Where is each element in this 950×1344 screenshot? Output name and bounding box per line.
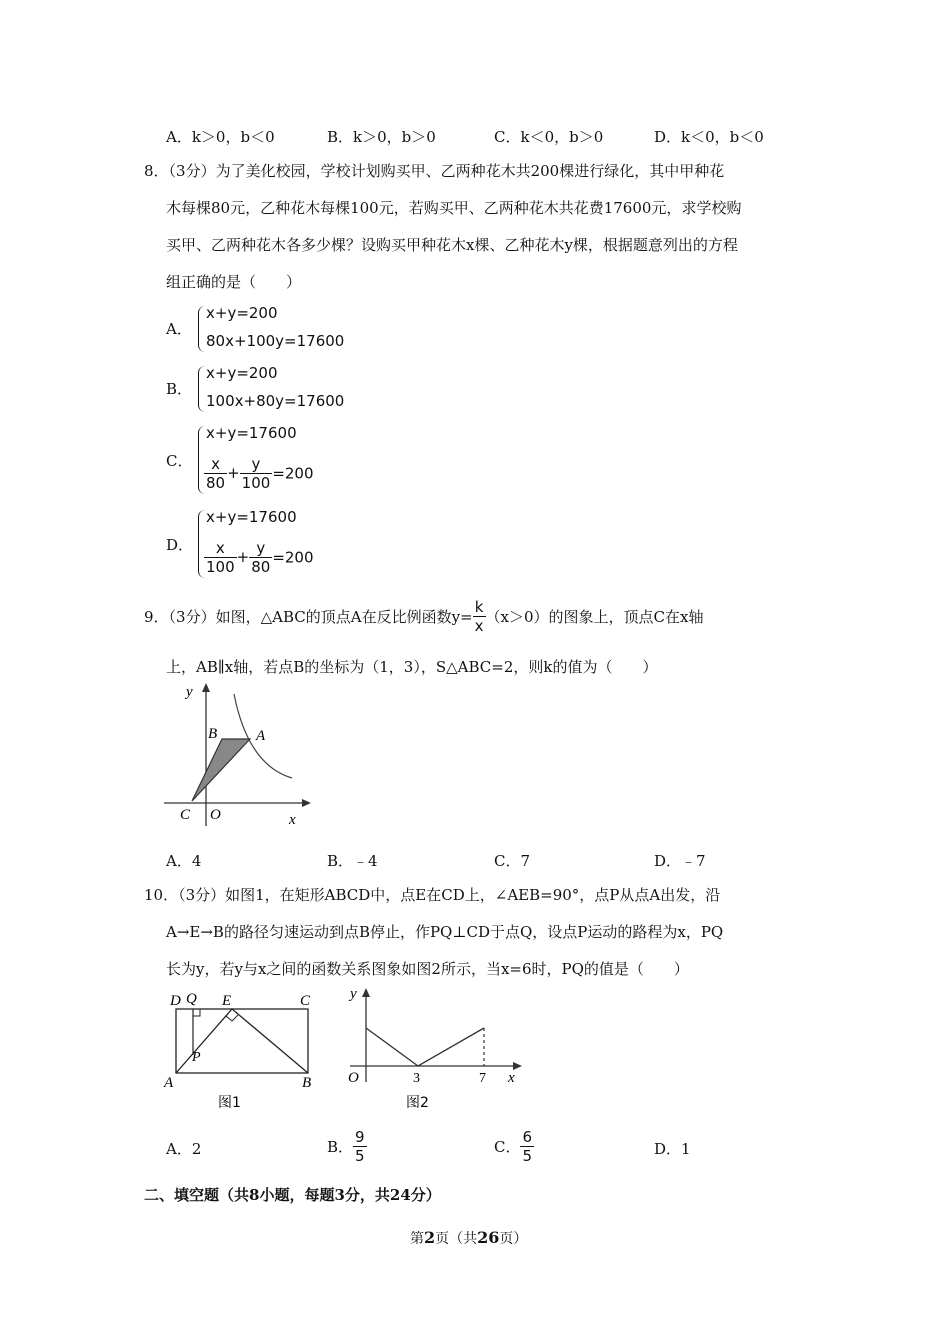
q10-right-angle-q [193,1009,200,1016]
q7-option-b: B．k＞0，b＞0 [327,128,436,146]
q8-option-d-eq1: x+y=17600 [206,508,297,526]
footer-page-number: 2 [424,1228,436,1247]
q8-option-d-label: D． [166,536,194,554]
q9-label-y: y [186,684,193,700]
q9-option-a: A．4 [166,852,202,870]
q8-option-c-label: C． [166,452,193,470]
q8-c-frac-2: $\frac{y}{100}$ [241,455,271,492]
q8-c-frac-1: $\frac{x}{80}$ [206,455,226,492]
q10-fig2-label-o: O [348,1070,359,1086]
q10-stem-line-2: A→E→B的路径匀速运动到点B停止，作PQ⊥CD于点Q，设点P运动的路程为x，PQ [166,923,724,941]
page-footer: 第2页（共26页） [410,1228,528,1247]
q10-label-e: E [222,993,232,1009]
q8-option-a-eq1: x+y=200 [206,304,278,322]
q9-option-b: B．﹣4 [327,852,378,870]
q8-stem-line-1: 8．（3分）为了美化校园，学校计划购买甲、乙两种花木共200棵进行绿化，其中甲种花 [144,162,725,180]
q10-label-q: Q [186,991,197,1007]
q10-option-b: B． $\frac{9}{5}$ [327,1128,365,1165]
q10-fig2-x-arrow [513,1062,522,1070]
q9-label-b: B [208,726,218,742]
q9-label-a: A [256,728,266,744]
q8-option-b-label: B． [166,380,193,398]
q8-stem-line-3: 买甲、乙两种花木各多少棵？设购买甲种花木x棵、乙种花木y棵，根据题意列出的方程 [166,236,738,254]
q8-option-a-brace [198,306,205,352]
q8-stem-line-4: 组正确的是（ ） [166,273,302,291]
q10-fig2-tick-7: 7 [479,1071,486,1086]
q10-figure-2 [340,982,530,1114]
q10-label-d: D [170,993,181,1009]
q9-frac-k-over-x: $\frac{k}{x}$ [474,598,484,635]
q8-option-b-eq1: x+y=200 [206,364,278,382]
q10-label-p: P [192,1050,201,1065]
footer-total-pages: 26 [477,1228,500,1247]
q10-c-frac: $\frac{6}{5}$ [522,1128,533,1165]
q10-stem-line-1: 10．（3分）如图1，在矩形ABCD中，点E在CD上，∠AEB=90°，点P从点A出发，沿 [144,886,721,904]
q9-option-c: C．7 [494,852,531,870]
q7-option-c: C．k＜0，b＞0 [494,128,604,146]
q10-fig2-tick-3: 3 [413,1071,420,1086]
q10-stem-line-3: 长为y，若y与x之间的函数关系图象如图2所示，当x=6时，PQ的值是（ ） [166,960,689,978]
q10-right-angle-e [226,1015,238,1021]
q8-option-b-brace [198,366,205,412]
q10-option-c: C． $\frac{6}{5}$ [494,1128,533,1165]
q10-b-frac: $\frac{9}{5}$ [355,1128,365,1165]
q9-stem-line-1: 9．（3分）如图，△ABC的顶点A在反比例函数y= $\frac{k}{x}$ （x＞0）的图象上，顶点C在x轴 [144,598,704,635]
q10-fig2-y-arrow [362,988,370,997]
q10-label-a: A [164,1075,174,1091]
q9-stem-line-2: 上，AB∥x轴，若点B的坐标为（1，3），S△ABC=2，则k的值为（ ） [166,658,658,676]
q8-option-c-eq1: x+y=17600 [206,424,297,442]
q9-y-arrow [202,683,210,692]
q10-figure-1 [162,985,322,1115]
q7-option-d: D．k＜0，b＜0 [654,128,764,146]
q9-option-d: D．﹣7 [654,852,706,870]
q10-option-a: A．2 [166,1140,202,1158]
q9-label-o: O [210,807,221,823]
q10-label-b: B [302,1075,312,1091]
q8-d-frac-2: $\frac{y}{80}$ [251,539,271,576]
q8-option-a-eq2: 80x+100y=17600 [206,332,345,350]
q10-fig2-label-y: y [350,986,357,1002]
q7-option-a: A．k＞0，b＜0 [166,128,275,146]
q8-d-frac-1: $\frac{x}{100}$ [206,539,235,576]
q10-fig2-label-x: x [508,1070,515,1086]
q8-stem-line-2: 木每棵80元，乙种花木每棵100元，若购买甲、乙两种花木共花费17600元，求学校购 [166,199,742,217]
q9-label-x: x [289,812,296,828]
q9-triangle-abc [192,739,250,801]
q10-label-c: C [300,993,311,1009]
q8-option-c-eq2: $\frac{x}{80}$ + $\frac{y}{100}$ =200 [206,455,314,492]
q8-option-b-eq2: 100x+80y=17600 [206,392,345,410]
q10-caption-2: 图2 [406,1095,429,1111]
q8-option-d-eq2: $\frac{x}{100}$ + $\frac{y}{80}$ =200 [206,539,314,576]
q9-figure [158,680,318,830]
q8-option-a-label: A． [166,320,192,338]
q9-x-arrow [302,799,311,807]
q10-fig2-graph [366,1028,484,1066]
q10-option-d: D．1 [654,1140,691,1158]
q10-caption-1: 图1 [218,1095,241,1111]
section-2-heading: 二、填空题（共8小题，每题3分，共24分） [144,1186,441,1204]
q9-label-c: C [180,807,191,823]
